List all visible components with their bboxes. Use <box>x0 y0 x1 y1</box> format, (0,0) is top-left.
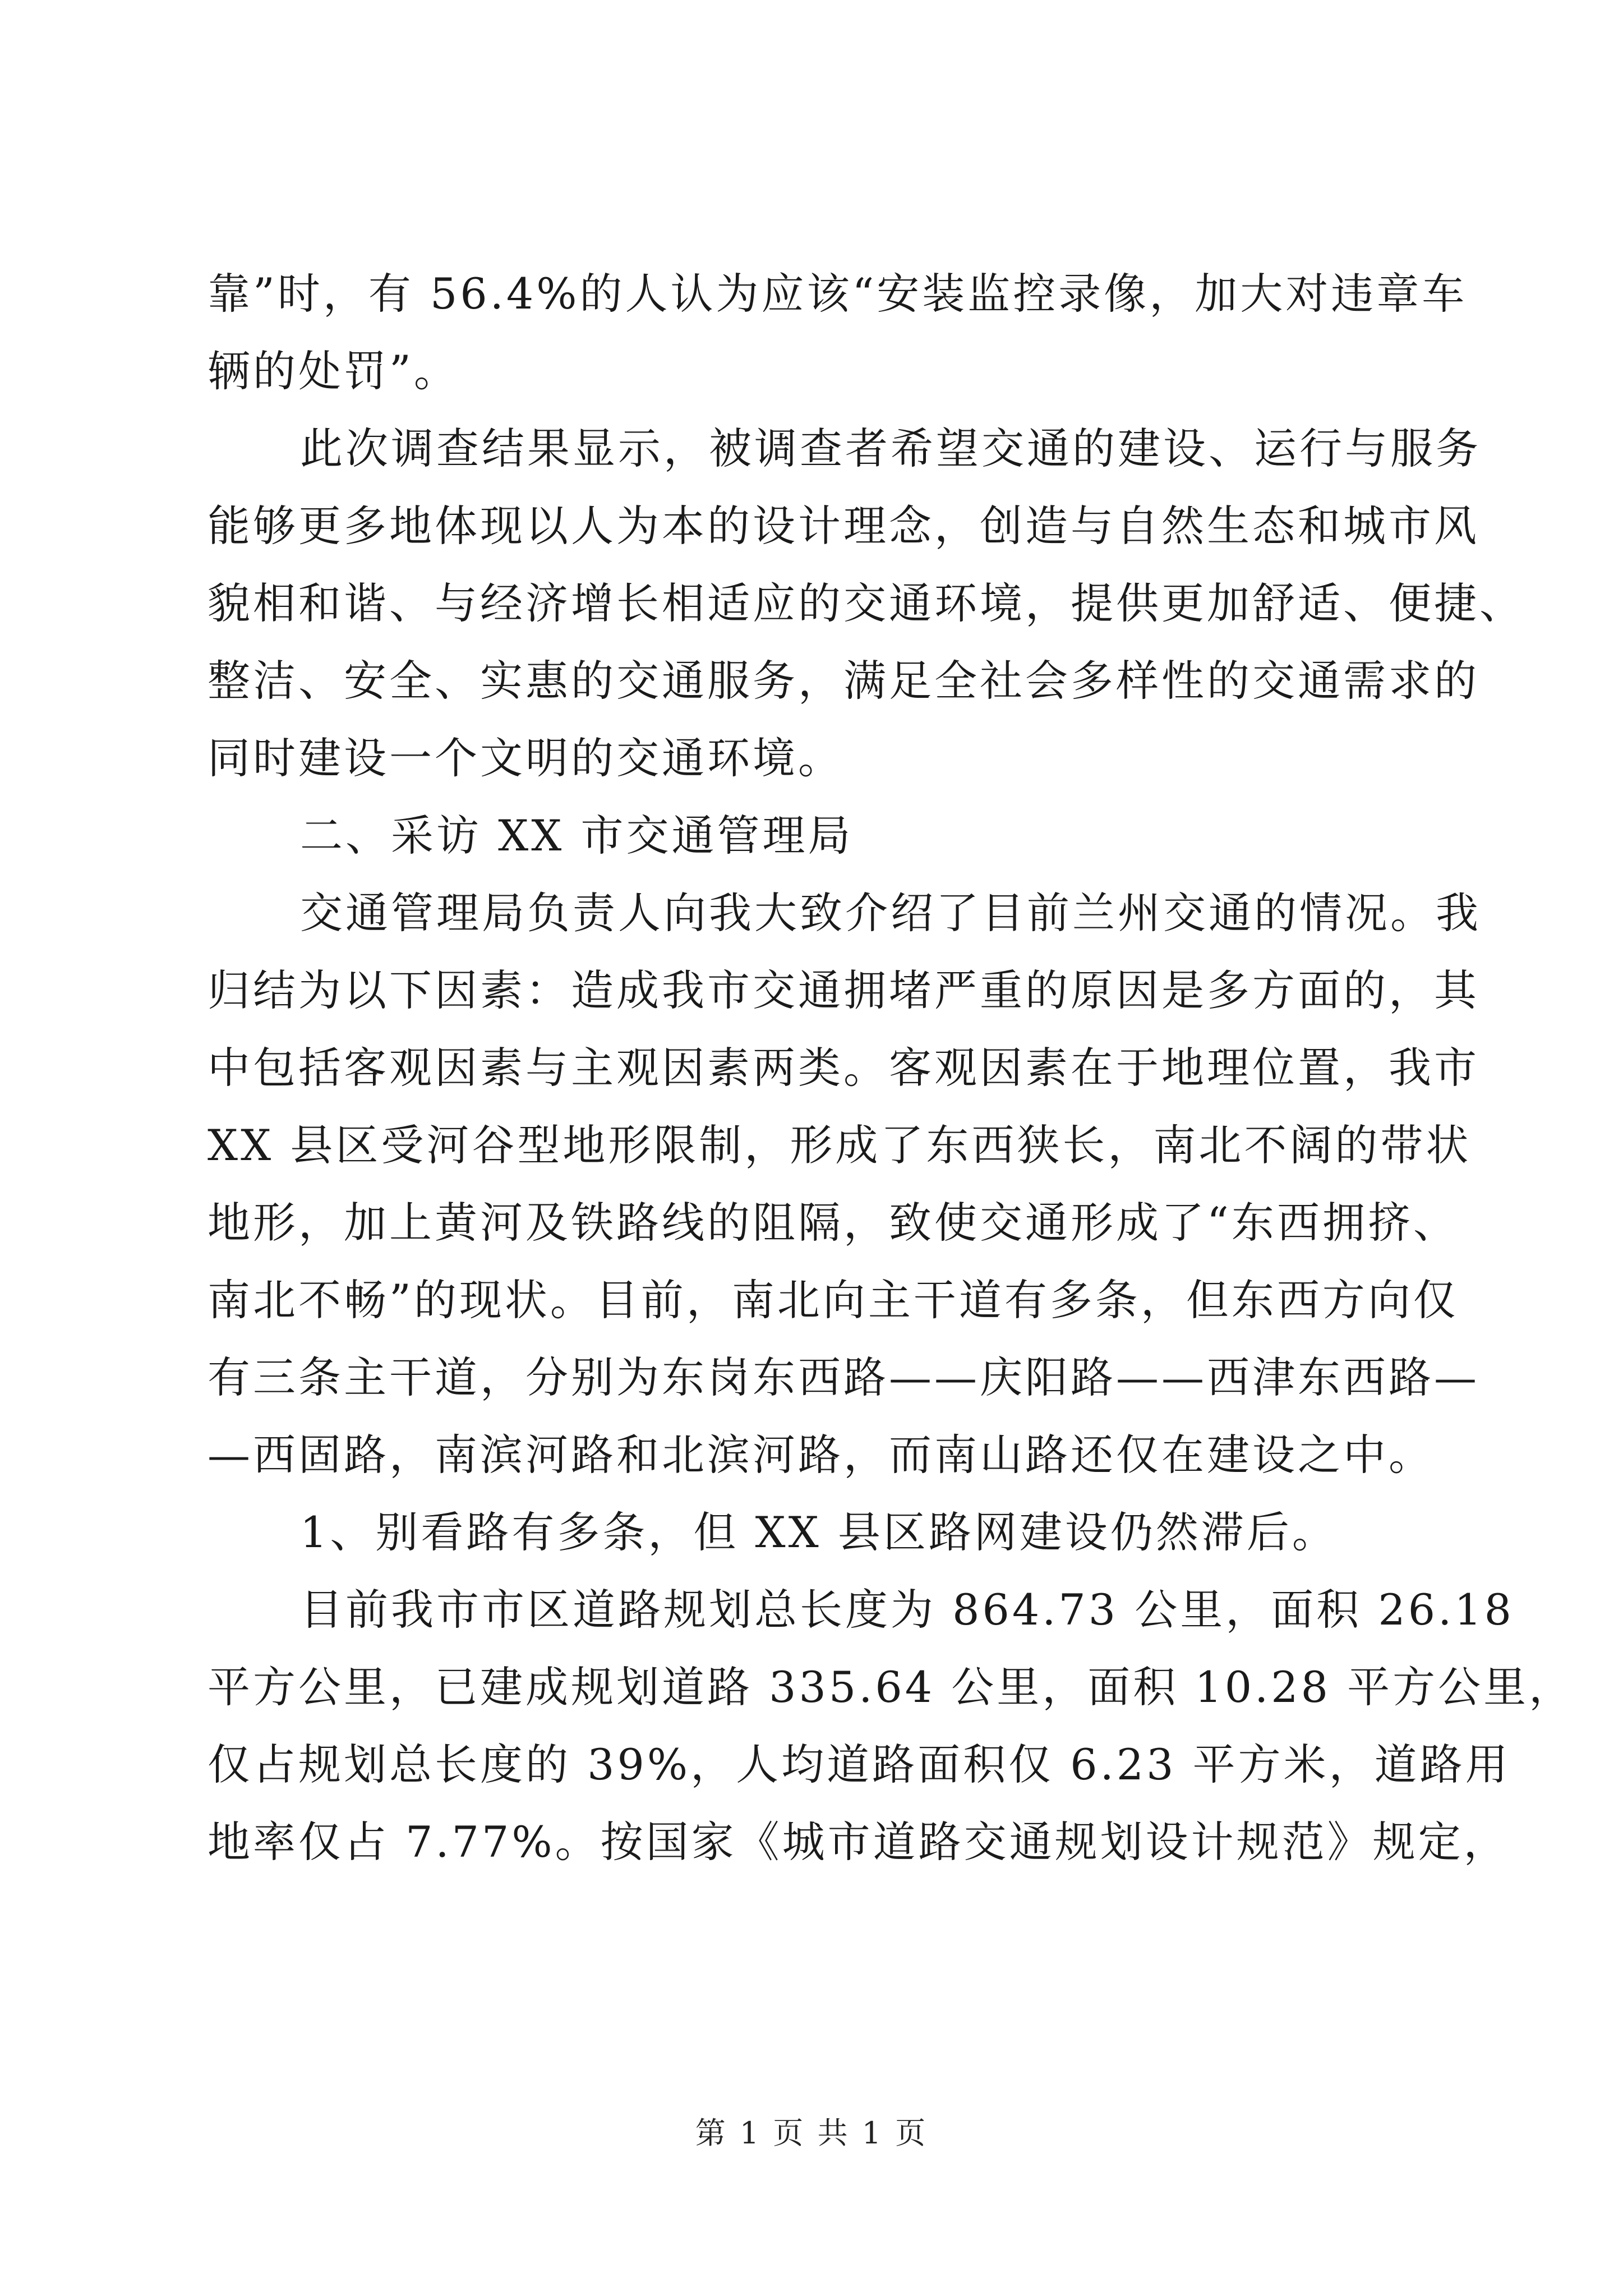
text-line: 归结为以下因素：造成我市交通拥堵严重的原因是多方面的，其 <box>208 965 1479 1015</box>
text-line: 能够更多地体现以人为本的设计理念，创造与自然生态和城市风 <box>208 501 1479 551</box>
text-line: 地形，加上黄河及铁路线的阻隔，致使交通形成了“东西拥挤、 <box>208 1198 1459 1248</box>
text-line: 貌相和谐、与经济增长相适应的交通环境，提供更加舒适、便捷、 <box>208 578 1525 628</box>
section-heading: 二、采访 XX 市交通管理局 <box>300 811 854 861</box>
page-footer: 第 1 页 共 1 页 <box>695 2115 928 2151</box>
text-line: 辆的处罚”。 <box>208 346 459 396</box>
paragraph-start-line: 交通管理局负责人向我大致介绍了目前兰州交通的情况。我 <box>300 888 1481 938</box>
text-line: —西固路，南滨河路和北滨河路，而南山路还仅在建设之中。 <box>208 1430 1434 1480</box>
text-line: 靠”时，有 56.4%的人认为应该“安装监控录像，加大对违章车 <box>208 269 1468 319</box>
text-line: 南北不畅”的现状。目前，南北向主干道有多条，但东西方向仅 <box>208 1275 1459 1325</box>
body-text <box>208 255 1575 1881</box>
text-line: 同时建设一个文明的交通环境。 <box>208 733 843 783</box>
text-line: 有三条主干道，分别为东岗东西路——庆阳路——西津东西路— <box>208 1352 1479 1402</box>
text-line: 中包括客观因素与主观因素两类。客观因素在于地理位置，我市 <box>208 1043 1479 1093</box>
paragraph-start-line: 目前我市市区道路规划总长度为 864.73 公里，面积 26.18 <box>300 1585 1514 1635</box>
text-line: 整洁、安全、实惠的交通服务，满足全社会多样性的交通需求的 <box>208 656 1479 706</box>
subsection-heading: 1、别看路有多条，但 XX 县区路网建设仍然滞后。 <box>300 1507 1338 1557</box>
text-line: 地率仅占 7.77%。按国家《城市道路交通规划设计规范》规定， <box>208 1817 1509 1867</box>
text-line: XX 县区受河谷型地形限制，形成了东西狭长，南北不阔的带状 <box>208 1120 1472 1170</box>
text-line: 平方公里，已建成规划道路 335.64 公里，面积 10.28 平方公里， <box>208 1662 1575 1712</box>
text-line: 仅占规划总长度的 39%，人均道路面积仅 6.23 平方米，道路用 <box>208 1740 1511 1789</box>
paragraph-start-line: 此次调查结果显示，被调查者希望交通的建设、运行与服务 <box>300 424 1481 473</box>
